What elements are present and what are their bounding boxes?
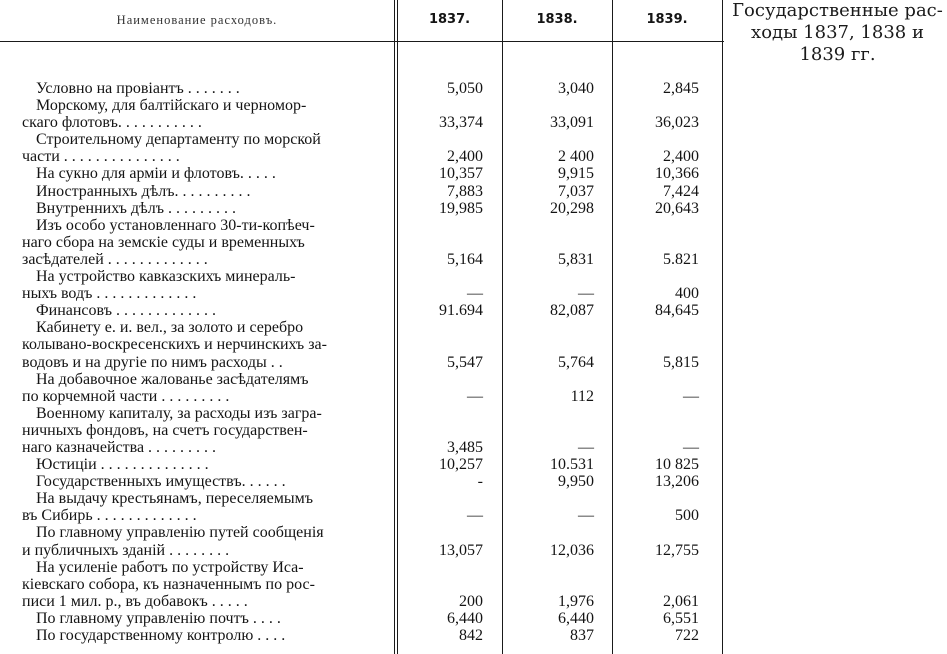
expense-name-line: На усиленіе работъ по устройству Иса- [36,558,304,576]
expense-name-line: Военному капиталу, за расходы изъ загра- [36,404,322,422]
value-1838: 5,764 [558,353,594,371]
value-1837: 842 [459,627,483,644]
value-1838: 12,036 [550,541,594,559]
value-1837: 10,257 [439,456,483,474]
value-1839: 2,061 [663,592,699,610]
expense-name [0,524,386,558]
expense-name-line: Условно на провіантъ . . . . . . . [36,80,240,97]
expense-name-line: колывано-воскресенскихъ и нерчинскихъ за- [22,336,327,354]
expense-name-line: На устройство кавказскихъ минераль- [36,268,296,286]
table-row [0,80,724,97]
table-row [0,319,724,370]
value-1839: 500 [675,507,699,525]
value-1838: 33,091 [550,114,594,132]
value-1839: 2,400 [663,148,699,166]
expense-name [0,268,386,302]
table-row [0,456,724,473]
value-1839: 6,551 [663,609,699,627]
expense-name [0,217,386,268]
expense-name-line: части . . . . . . . . . . . . . . . [22,148,180,166]
value-1838: 3,040 [558,80,594,97]
table-row [0,405,724,456]
value-1838: 112 [570,387,594,405]
value-1839: 400 [675,285,699,303]
value-1837: 5,050 [447,80,483,97]
table-row [0,490,724,524]
expense-name [0,183,386,200]
expense-name [0,371,386,405]
value-1838: — [578,438,594,456]
expense-name-line: Юстиціи . . . . . . . . . . . . . . [36,456,209,474]
value-1839: 2,845 [663,80,699,97]
value-1837: 7,883 [447,182,483,200]
value-1838: — [578,285,594,303]
value-1837: 3,485 [447,438,483,456]
expense-name [0,200,386,217]
expense-name-line: Изъ особо установленнаго 30-ти-копѣеч- [36,216,315,234]
value-1837: — [467,285,483,303]
expense-name-line: Государственныхъ имуществъ. . . . . . [36,473,286,491]
expense-name [0,490,386,524]
expense-name-line: Морскому, для балтійскаго и черномор- [36,97,307,115]
value-1837: - [477,473,483,491]
value-1837: 91.694 [439,302,483,320]
value-1837: 200 [459,592,483,610]
value-1837: 10,357 [439,165,483,183]
table-row [0,165,724,182]
expense-name-line: и публичныхъ зданій . . . . . . . . [22,541,230,559]
value-1838: 9,915 [558,165,594,183]
expense-name [0,627,386,644]
table-row [0,473,724,490]
expense-name-line: На выдачу крестьянамъ, переселяемымъ [36,490,313,508]
header-name-column: Наименование расходовъ. [116,13,278,27]
value-1838: — [578,507,594,525]
expense-name-line: Внутреннихъ дѣлъ . . . . . . . . . [36,199,236,217]
expense-name-line: Строительному департаменту по морской [36,131,321,149]
table-row [0,97,724,131]
value-1838: 10.531 [550,456,594,474]
expense-name-line: скаго флотовъ. . . . . . . . . . . [22,114,202,132]
margin-note-line: 1839 гг. [799,44,876,65]
value-1839: 722 [675,627,699,644]
value-1839: — [683,438,699,456]
expense-name-line: водовъ и на другіе по нимъ расходы . . [22,353,283,371]
expense-name-line: писи 1 мил. р., въ добавокъ . . . . . [22,592,248,610]
expense-name [0,319,386,370]
expense-name [0,456,386,473]
expense-name [0,80,386,97]
expense-name-line: По главному управленію почтъ . . . . [36,609,281,627]
expense-name-line: На добавочное жалованье засѣдателямъ [36,370,309,388]
value-1839: 5,815 [663,353,699,371]
table-row [0,183,724,200]
expense-name-line: наго сбора на земскіе суды и временныхъ [22,233,305,251]
value-1837: 2,400 [447,148,483,166]
value-1838: 6,440 [558,609,594,627]
value-1839: 13,206 [655,473,699,491]
header-year-1838: 1838. [536,12,578,27]
expense-name [0,559,386,610]
value-1839: 10 825 [655,456,699,474]
expense-name [0,405,386,456]
expense-name-line: На сукно для арміи и флотовъ. . . . . [36,165,276,183]
margin-note [728,0,947,66]
expense-name [0,131,386,165]
table-row [0,610,724,627]
table-row [0,268,724,302]
value-1838: 1,976 [558,592,594,610]
margin-note-line: Государственные рас- [732,0,943,21]
value-1839: 20,643 [655,199,699,217]
table-row [0,371,724,405]
expense-name [0,97,386,131]
expense-name [0,165,386,182]
value-1838: 20,298 [550,199,594,217]
expense-name-line: ничныхъ фондовъ, на счетъ государствен- [22,421,308,439]
value-1838: 82,087 [550,302,594,320]
value-1839: 5.821 [663,250,699,268]
expense-name [0,610,386,627]
table-row [0,524,724,558]
expense-name-line: ныхъ водъ . . . . . . . . . . . . . [22,285,197,303]
table-row [0,627,724,644]
value-1838: 9,950 [558,473,594,491]
value-1839: 12,755 [655,541,699,559]
value-1838: 837 [570,627,594,644]
value-1837: 6,440 [447,609,483,627]
header-year-1837: 1837. [428,12,471,27]
table-row [0,217,724,268]
value-1839: 84,645 [655,302,699,320]
value-1837: 19,985 [439,199,483,217]
value-1839: 10,366 [655,165,699,183]
expense-name [0,473,386,490]
value-1838: 7,037 [558,182,594,200]
value-1837: 13,057 [439,541,483,559]
expense-name [0,302,386,319]
header-year-1839: 1839. [646,12,688,27]
value-1837: — [467,387,483,405]
expense-name-line: кіевскаго собора, къ назначеннымъ по рос- [22,575,315,593]
value-1837: 5,547 [447,353,483,371]
value-1838: 5,831 [558,250,594,268]
expense-name-line: въ Сибирь . . . . . . . . . . . . . [22,507,197,525]
table-row [0,200,724,217]
expense-name-line: Кабинету е. и. вел., за золото и серебро [36,319,304,337]
expense-name-line: По главному управленію путей сообщенія [36,524,324,542]
value-1837: 33,374 [439,114,483,132]
margin-note-line: ходы 1837, 1838 и [751,22,924,43]
expense-name-line: засѣдателей . . . . . . . . . . . . . [22,250,208,268]
table-body [0,80,724,644]
value-1837: — [467,507,483,525]
value-1839: 36,023 [655,114,699,132]
value-1839: 7,424 [663,182,699,200]
expense-name-line: по корчемной части . . . . . . . . . [22,387,230,405]
header-rule [0,41,724,42]
expense-name-line: Финансовъ . . . . . . . . . . . . . [36,302,216,320]
table-row [0,559,724,610]
table-row [0,302,724,319]
expense-name-line: По государственному контролю . . . . [36,627,286,644]
table-row [0,131,724,165]
value-1837: 5,164 [447,250,483,268]
value-1839: — [683,387,699,405]
expense-name-line: наго казначейства . . . . . . . . . [22,438,217,456]
expense-name-line: Иностранныхъ дѣлъ. . . . . . . . . . [36,182,251,200]
value-1838: 2 400 [558,148,594,166]
